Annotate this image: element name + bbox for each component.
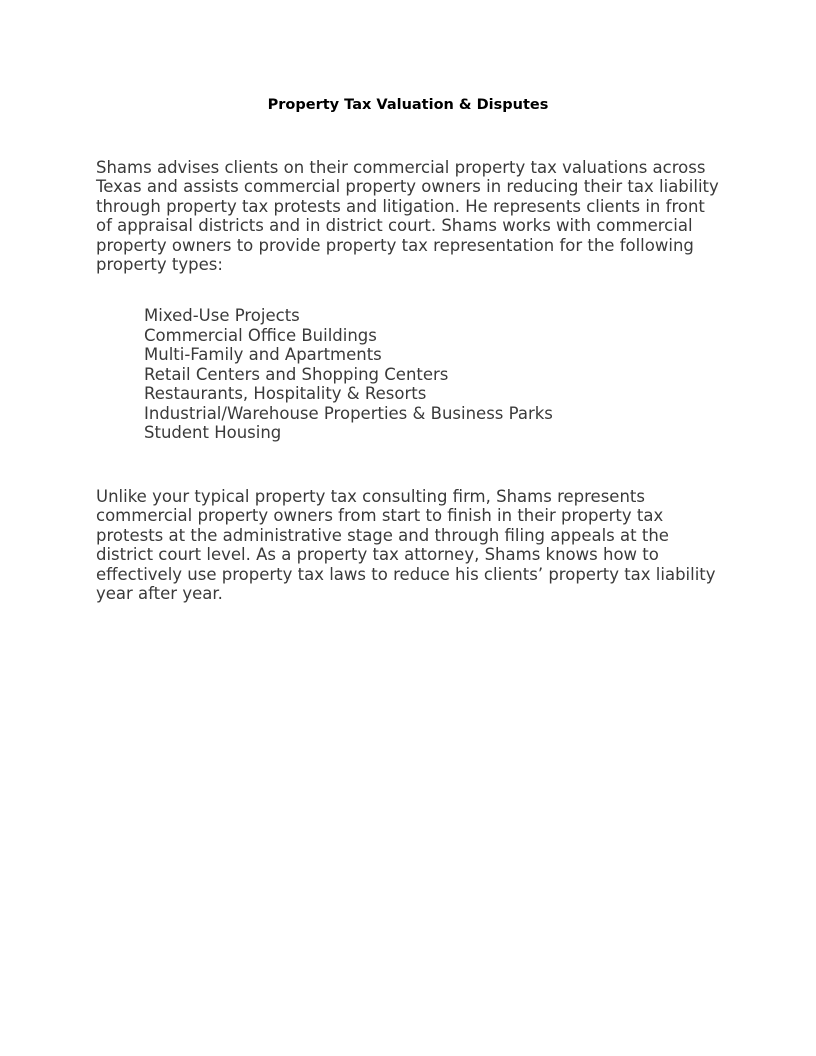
intro-paragraph: Shams advises clients on their commercial property tax valuations across Texas and assists commercial property owners in reducing their tax liability through property tax protests and litigation. He represents clients in front of appraisal districts and in district court. Shams works with commercial property owners to provide property tax representation for the following property types: [96, 158, 719, 275]
list-item: Mixed-Use Projects [144, 306, 300, 325]
list-item: Multi-Family and Apartments [144, 345, 382, 364]
list-item: Commercial Office Buildings [144, 325, 377, 345]
property-types-list [144, 306, 553, 443]
list-item: Restaurants, Hospitality & Resorts [144, 384, 427, 403]
closing-paragraph: Unlike your typical property tax consulting firm, Shams represents commercial property owners from start to finish in their property tax protests at the administrative stage and through filing appeals at the district court level. As a property tax attorney, Shams knows how to effectively use property tax laws to reduce his clients’ property tax liability year after year. [96, 487, 716, 604]
list-item: Retail Centers and Shopping Centers [144, 364, 449, 384]
page-title: Property Tax Valuation & Disputes [267, 97, 549, 113]
list-item: Student Housing [144, 423, 282, 442]
list-item: Industrial/Warehouse Properties & Business Parks [144, 403, 553, 423]
